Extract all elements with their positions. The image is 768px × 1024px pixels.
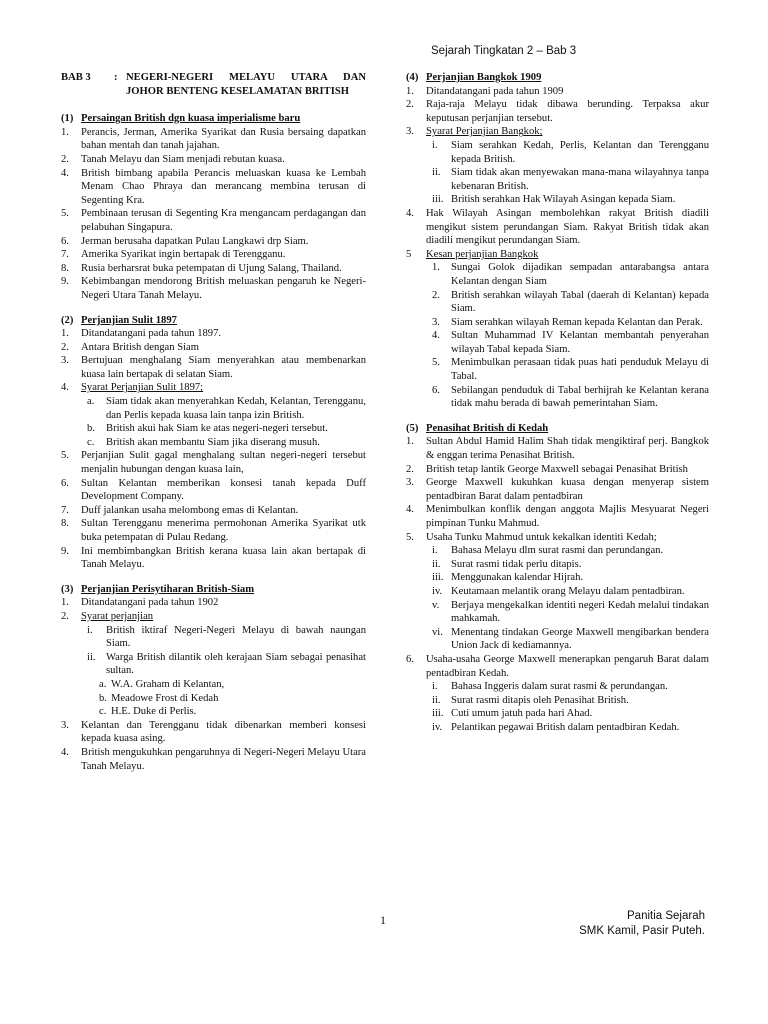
- item-text: British serahkan Hak Wilayah Asingan kepada Siam.: [451, 194, 676, 206]
- item-text: Bahasa Melayu dlm surat rasmi dan perundangan.: [451, 545, 664, 557]
- item-text: Sebilangan penduduk di Tabal berhijrah ke Kelantan kerana tidak mahu berada di bawah pemerintahan Siam.: [451, 384, 709, 410]
- item-text: Sungai Golok dijadikan sempadan antarabangsa antara Kelantan dengan Siam: [451, 262, 709, 287]
- list-item: [406, 435, 709, 462]
- footer: [579, 909, 705, 939]
- item-text: British bimbang apabila Perancis meluaskan kuasa ke Lembah Menam Chao Phraya dan merancang membina terusan di Segenting Kra.: [81, 167, 366, 206]
- section-title: Perjanjian Bangkok 1909: [426, 72, 542, 83]
- item-text: Menentang tindakan George Maxwell mengibarkan bendera Union Jack di kediamannya.: [451, 626, 709, 652]
- section-heading: [61, 583, 366, 597]
- list-item: [61, 746, 366, 773]
- item-number: 3.: [61, 719, 69, 731]
- item-text: Bertujuan menghalang Siam menyerahkan atau membenarkan kuasa lain bertapak di selatan Siam.: [81, 355, 366, 380]
- item-text: British iktiraf Negeri-Negeri Melayu di bawah naungan Siam.: [106, 624, 366, 650]
- item-number: 1.: [432, 262, 440, 274]
- item-text: Pembinaan terusan di Segenting Kra mengancam perdagangan dan pelabuhan Singapura.: [81, 208, 366, 233]
- item-number: i.: [87, 624, 93, 636]
- item-number: 3.: [406, 126, 414, 138]
- item-number: 6.: [432, 384, 440, 396]
- item-text: Usaha-usaha George Maxwell menerapkan pengaruh Barat dalam pentadbiran Kedah.: [426, 653, 709, 679]
- item-text: Raja-raja Melayu tidak dibawa berunding. Terpaksa akur keputusan perjanjian tersebut.: [426, 99, 709, 124]
- item-number: 3.: [61, 355, 69, 367]
- item-number: 5.: [406, 531, 414, 543]
- chapter-label: BAB 3: [61, 72, 91, 83]
- list-item: [61, 327, 366, 341]
- running-header: Sejarah Tingkatan 2 – Bab 3: [431, 45, 577, 57]
- item-text: H.E. Duke di Perlis.: [111, 706, 197, 718]
- footer-line-1: Panitia Sejarah: [627, 910, 705, 922]
- section-gap: [406, 411, 709, 422]
- list-item: [406, 653, 709, 680]
- item-text: Hak Wilayah Asingan membolehkan rakyat British diadili mengikut sistem perundangan Siam. Rakyat British tidak akan diadili mengikut perundangan Siam.: [426, 207, 709, 247]
- item-text: Jerman berusaha dapatkan Pulau Langkawi drp Siam.: [81, 235, 309, 247]
- section-number: (5): [406, 422, 419, 434]
- item-text: Amerika Syarikat ingin bertapak di Terengganu.: [81, 249, 286, 261]
- right-column: [406, 71, 709, 735]
- item-number: 5.: [432, 357, 440, 369]
- section-title: Persaingan British dgn kuasa imperialisme baru: [81, 113, 301, 125]
- list-item: [406, 503, 709, 530]
- item-text: Rusia berharsrat buka petempatan di Ujung Salang, Thailand.: [81, 262, 342, 274]
- list-item: [406, 98, 709, 125]
- list-item: [61, 504, 366, 518]
- list-item: [406, 694, 709, 708]
- list-item: [61, 719, 366, 746]
- item-text: Menggunakan kalendar Hijrah.: [451, 572, 584, 584]
- item-text: Berjaya mengekalkan identiti negeri Kedah melalui tindakan mahkamah.: [451, 599, 709, 625]
- list-item: [406, 626, 709, 653]
- list-item: [406, 85, 709, 99]
- item-text: Tanah Melayu dan Siam menjadi rebutan kuasa.: [81, 153, 285, 165]
- item-text: British mengukuhkan pengaruhnya di Negeri-Negeri Melayu Utara Tanah Melayu.: [81, 746, 366, 772]
- item-number: i.: [432, 545, 438, 557]
- list-item: [61, 624, 366, 651]
- list-item: [61, 381, 366, 395]
- item-number: 4.: [61, 746, 69, 758]
- list-item: [61, 449, 366, 476]
- item-number: 9.: [61, 545, 69, 557]
- list-item: [61, 422, 366, 436]
- item-number: 3.: [406, 477, 414, 489]
- item-text: Ditandatangani pada tahun 1897.: [81, 328, 222, 340]
- list-item: [406, 585, 709, 599]
- section-gap: [61, 303, 366, 314]
- item-text: Antara British dengan Siam: [81, 341, 199, 353]
- item-number: 4.: [61, 382, 69, 394]
- item-number: 6.: [61, 235, 69, 247]
- item-number: 6.: [61, 477, 69, 489]
- item-number: 5: [406, 248, 412, 260]
- item-number: 4.: [61, 167, 69, 179]
- item-text: British akui hak Siam ke atas negeri-negeri tersebut.: [106, 423, 328, 435]
- list-item: [61, 477, 366, 504]
- footer-line-2: SMK Kamil, Pasir Puteh.: [579, 925, 705, 937]
- item-text: Warga British dilantik oleh kerajaan Siam sebagai penasihat sultan.: [106, 651, 366, 677]
- item-number: 1.: [61, 328, 69, 340]
- list-item: [61, 596, 366, 610]
- item-number: 7.: [61, 504, 69, 516]
- section-title: Perjanjian Perisytiharan British-Siam: [81, 583, 255, 595]
- list-item: [61, 262, 366, 276]
- list-item: [406, 558, 709, 572]
- list-item: [61, 395, 366, 422]
- list-item: [406, 166, 709, 193]
- item-text: Surat rasmi ditapis oleh Penasihat British.: [451, 694, 629, 706]
- list-item: [61, 436, 366, 450]
- list-item: [61, 275, 366, 302]
- list-item: [406, 125, 709, 139]
- item-number: iii.: [432, 194, 444, 206]
- list-item: [406, 463, 709, 477]
- item-number: i.: [432, 681, 438, 693]
- list-item: [406, 193, 709, 207]
- item-number: 6.: [406, 653, 414, 665]
- item-number: 2.: [61, 341, 69, 353]
- list-item: [406, 384, 709, 411]
- item-text: Pelantikan pegawai British dalam pentadbiran Kedah.: [451, 721, 680, 733]
- item-number: 4.: [406, 207, 414, 219]
- item-number: 1.: [406, 436, 414, 448]
- item-text: Kelantan dan Terengganu tidak dibenarkan memberi konsesi kepada kuasa asing.: [81, 719, 366, 745]
- item-text: British akan membantu Siam jika diserang musuh.: [106, 436, 320, 448]
- item-number: 1.: [61, 126, 69, 138]
- list-item: [406, 707, 709, 721]
- item-text: British tetap lantik George Maxwell sebagai Penasihat British: [426, 463, 688, 475]
- list-item: [61, 341, 366, 355]
- section-title: Penasihat British di Kedah: [426, 422, 549, 434]
- section-heading: [61, 112, 366, 126]
- item-number: c.: [87, 436, 95, 448]
- item-number: iv.: [432, 585, 443, 597]
- section-number: (1): [61, 113, 74, 125]
- item-text: Duff jalankan usaha melombong emas di Kelantan.: [81, 504, 299, 516]
- item-text: Siam serahkan wilayah Reman kepada Kelantan dan Perak.: [451, 316, 703, 328]
- item-number: 2.: [406, 463, 414, 475]
- section-heading: [406, 422, 709, 436]
- section-number: (4): [406, 72, 419, 83]
- item-number: iii.: [432, 572, 444, 584]
- item-text: Bahasa Inggeris dalam surat rasmi & perundangan.: [451, 681, 668, 693]
- item-text: Sultan Kelantan memberikan konsesi tanah kepada Duff Development Company.: [81, 477, 366, 503]
- item-number: 1.: [61, 597, 69, 609]
- item-number: b.: [87, 423, 95, 435]
- item-number: ii.: [432, 694, 441, 706]
- item-text: George Maxwell kukuhkan kuasa dengan menyerap sistem pentadbiran Barat dalam pentadbiran: [426, 477, 709, 502]
- item-text: Syarat perjanjian: [81, 610, 154, 622]
- item-number: ii.: [87, 651, 96, 663]
- item-text: Syarat Perjanjian Bangkok;: [426, 126, 543, 138]
- item-text: Sultan Abdul Hamid Halim Shah tidak mengiktiraf perj. Bangkok & enggan terima Penasihat British.: [426, 436, 709, 462]
- section-heading: [406, 71, 709, 85]
- list-item: [406, 261, 709, 288]
- item-text: Menimbulkan perasaan tidak puas hati penduduk Melayu di Tabal.: [451, 357, 709, 383]
- chapter-title: [61, 71, 366, 98]
- item-number: 5.: [61, 450, 69, 462]
- item-text: Siam serahkan Kedah, Perlis, Kelantan dan Terengganu kepada British.: [451, 139, 709, 165]
- item-number: a.: [99, 678, 107, 690]
- chapter-title-text: NEGERI-NEGERI MELAYU UTARA DAN JOHOR BENTENG KESELAMATAN BRITISH: [126, 72, 366, 97]
- list-item: [406, 476, 709, 503]
- item-text: Sultan Muhammad IV Kelantan membantah penyerahan wilayah Tabal kepada Siam.: [451, 330, 709, 355]
- list-item: [406, 207, 709, 248]
- list-item: [406, 721, 709, 735]
- item-number: 2.: [61, 153, 69, 165]
- item-number: iv.: [432, 721, 443, 733]
- item-text: Menimbulkan konflik dengan anggota Majlis Mesyuarat Negeri pimpinan Tunku Mahmud.: [426, 504, 709, 529]
- item-text: British serahkan wilayah Tabal (daerah di Kelantan) kepada Siam.: [451, 289, 709, 315]
- item-number: b.: [99, 692, 107, 704]
- item-text: Keutamaan melantik orang Melayu dalam pentadbiran.: [451, 585, 685, 597]
- item-text: Siam tidak akan menyerahkan Kedah, Kelantan, Terengganu, dan Perlis kepada kuasa lain tanpa izin British.: [106, 396, 366, 421]
- item-number: 2.: [406, 99, 414, 111]
- section-number: (3): [61, 583, 74, 595]
- item-text: Meadowe Frost di Kedah: [111, 692, 219, 704]
- item-number: i.: [432, 139, 438, 151]
- list-item: [61, 153, 366, 167]
- list-item: [61, 354, 366, 381]
- section-gap: [61, 572, 366, 583]
- list-item: [61, 651, 366, 678]
- item-number: 4.: [406, 504, 414, 516]
- item-number: 7.: [61, 249, 69, 261]
- list-item: [61, 610, 366, 624]
- item-text: Usaha Tunku Mahmud untuk kekalkan identiti Kedah;: [426, 531, 657, 543]
- list-item: [406, 599, 709, 626]
- item-number: v.: [432, 599, 440, 611]
- item-number: c.: [99, 706, 107, 718]
- item-text: Sultan Terengganu menerima permohonan Amerika Syarikat utk buka petempatan di Pulau Redang.: [81, 518, 366, 543]
- list-item: [406, 316, 709, 330]
- section-title: Perjanjian Sulit 1897: [81, 314, 177, 326]
- item-number: vi.: [432, 626, 443, 638]
- item-number: 8.: [61, 262, 69, 274]
- list-item: [61, 235, 366, 249]
- item-text: Ditandatangani pada tahun 1909: [426, 85, 564, 97]
- list-item: [406, 544, 709, 558]
- list-item: [406, 680, 709, 694]
- item-text: Cuti umum jatuh pada hari Ahad.: [451, 708, 593, 720]
- item-number: 8.: [61, 518, 69, 530]
- item-number: 3.: [432, 316, 440, 328]
- list-item: [406, 248, 709, 262]
- list-item: [61, 678, 366, 692]
- item-text: Siam tidak akan menyewakan mana-mana wilayahnya tanpa kebenaran British.: [451, 167, 709, 192]
- item-number: 2.: [432, 289, 440, 301]
- item-text: Kebimbangan mendorong British meluaskan pengaruh ke Negeri-Negeri Utara Tanah Melayu.: [81, 276, 366, 301]
- chapter-colon: :: [114, 72, 118, 83]
- item-text: W.A. Graham di Kelantan,: [111, 678, 225, 690]
- list-item: [61, 126, 366, 153]
- item-number: a.: [87, 396, 95, 408]
- item-number: 2.: [61, 610, 69, 622]
- item-text: Perancis, Jerman, Amerika Syarikat dan Rusia bersaing dapatkan bahan mentah dan tanah jajahan.: [81, 126, 366, 152]
- list-item: [61, 705, 366, 719]
- item-number: 1.: [406, 85, 414, 97]
- item-text: Perjanjian Sulit gagal menghalang sultan negeri-negeri tersebut menjalin hubungan dengan kuasa lain,: [81, 450, 366, 476]
- left-column: [61, 71, 366, 773]
- item-text: Ini membimbangkan British kerana kuasa lain akan bertapak di Tanah Melayu.: [81, 545, 366, 571]
- item-text: Syarat Perjanjian Sulit 1897;: [81, 382, 204, 394]
- list-item: [61, 248, 366, 262]
- section-number: (2): [61, 314, 74, 326]
- item-number: 4.: [432, 330, 440, 342]
- item-text: Kesan perjanjian Bangkok: [426, 248, 539, 260]
- item-text: Surat rasmi tidak perlu ditapis.: [451, 558, 582, 570]
- item-number: 5.: [61, 208, 69, 220]
- list-item: [61, 517, 366, 544]
- item-number: 9.: [61, 276, 69, 288]
- list-item: [406, 139, 709, 166]
- section-heading: [61, 314, 366, 328]
- list-item: [61, 167, 366, 208]
- item-number: iii.: [432, 708, 444, 720]
- list-item: [406, 571, 709, 585]
- list-item: [61, 545, 366, 572]
- list-item: [406, 531, 709, 545]
- list-item: [61, 207, 366, 234]
- item-text: Ditandatangani pada tahun 1902: [81, 597, 219, 609]
- page-number: 1: [380, 913, 386, 927]
- list-item: [406, 289, 709, 316]
- item-number: ii.: [432, 558, 441, 570]
- list-item: [61, 692, 366, 706]
- item-number: ii.: [432, 167, 441, 179]
- list-item: [406, 356, 709, 383]
- list-item: [406, 329, 709, 356]
